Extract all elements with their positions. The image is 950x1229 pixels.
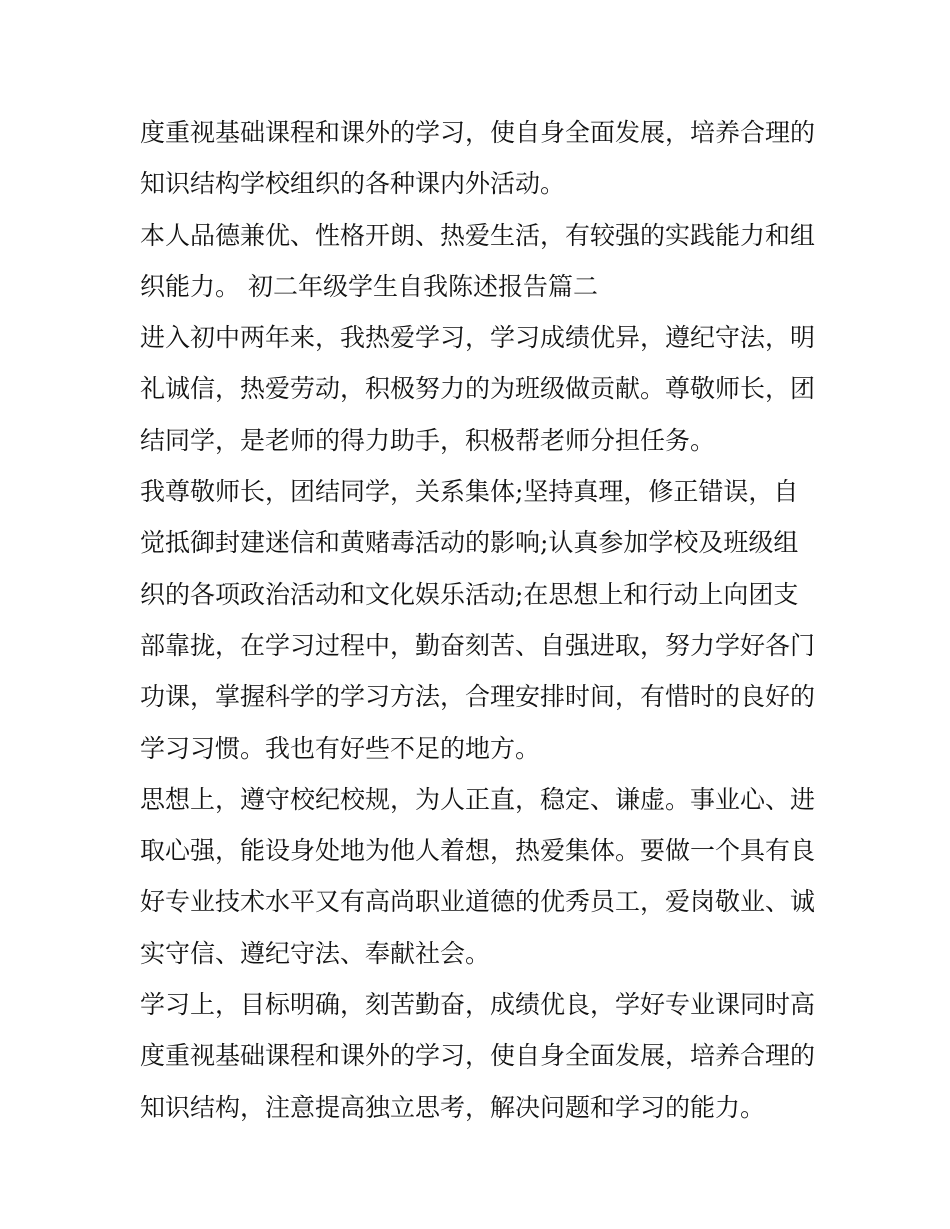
text-line: 学习上，目标明确，刻苦勤奋，成绩优良，学好专业课同时高 (140, 990, 816, 1020)
text-line: 度重视基础课程和课外的学习，使自身全面发展，培养合理的 (140, 118, 816, 147)
text-line: 学习习惯。我也有好些不足的地方。 (140, 733, 541, 763)
text-line: 部靠拢，在学习过程中，勤奋刻苦、自强进取，努力学好各门 (140, 630, 816, 660)
text-line: 我尊敬师长，团结同学，关系集体;坚持真理，修正错误，自 (140, 477, 799, 507)
text-line: 功课，掌握科学的学习方法，合理安排时间，有惜时的良好的 (140, 682, 816, 712)
text-line: 织的各项政治活动和文化娱乐活动;在思想上和行动上向团支 (140, 579, 799, 609)
text-line: 知识结构学校组织的各种课内外活动。 (140, 169, 566, 199)
text-line: 度重视基础课程和课外的学习，使自身全面发展，培养合理的 (140, 1041, 816, 1071)
text-line: 本人品德兼优、性格开朗、热爱生活，有较强的实践能力和组 (140, 220, 816, 250)
body-text (140, 107, 820, 1133)
text-line: 觉抵御封建迷信和黄赌毒活动的影响;认真参加学校及班级组 (140, 528, 799, 558)
text-line: 结同学，是老师的得力助手，积极帮老师分担任务。 (140, 425, 716, 455)
text-line: 进入初中两年来，我热爱学习，学习成绩优异，遵纪守法，明 (140, 323, 816, 353)
text-line: 好专业技术水平又有高尚职业道德的优秀员工，爱岗敬业、诚 (140, 887, 816, 917)
text-line: 取心强，能设身处地为他人着想，热爱集体。要做一个具有良 (140, 836, 816, 866)
text-line: 礼诚信，热爱劳动，积极努力的为班级做贡献。尊敬师长，团 (140, 374, 816, 404)
text-line: 知识结构，注意提高独立思考，解决问题和学习的能力。 (140, 1092, 766, 1122)
text-line: 实守信、遵纪守法、奉献社会。 (140, 938, 491, 968)
text-line: 织能力。 初二年级学生自我陈述报告篇二 (140, 271, 598, 301)
text-line: 思想上，遵守校纪校规，为人正直，稳定、谦虚。事业心、进 (140, 784, 816, 814)
